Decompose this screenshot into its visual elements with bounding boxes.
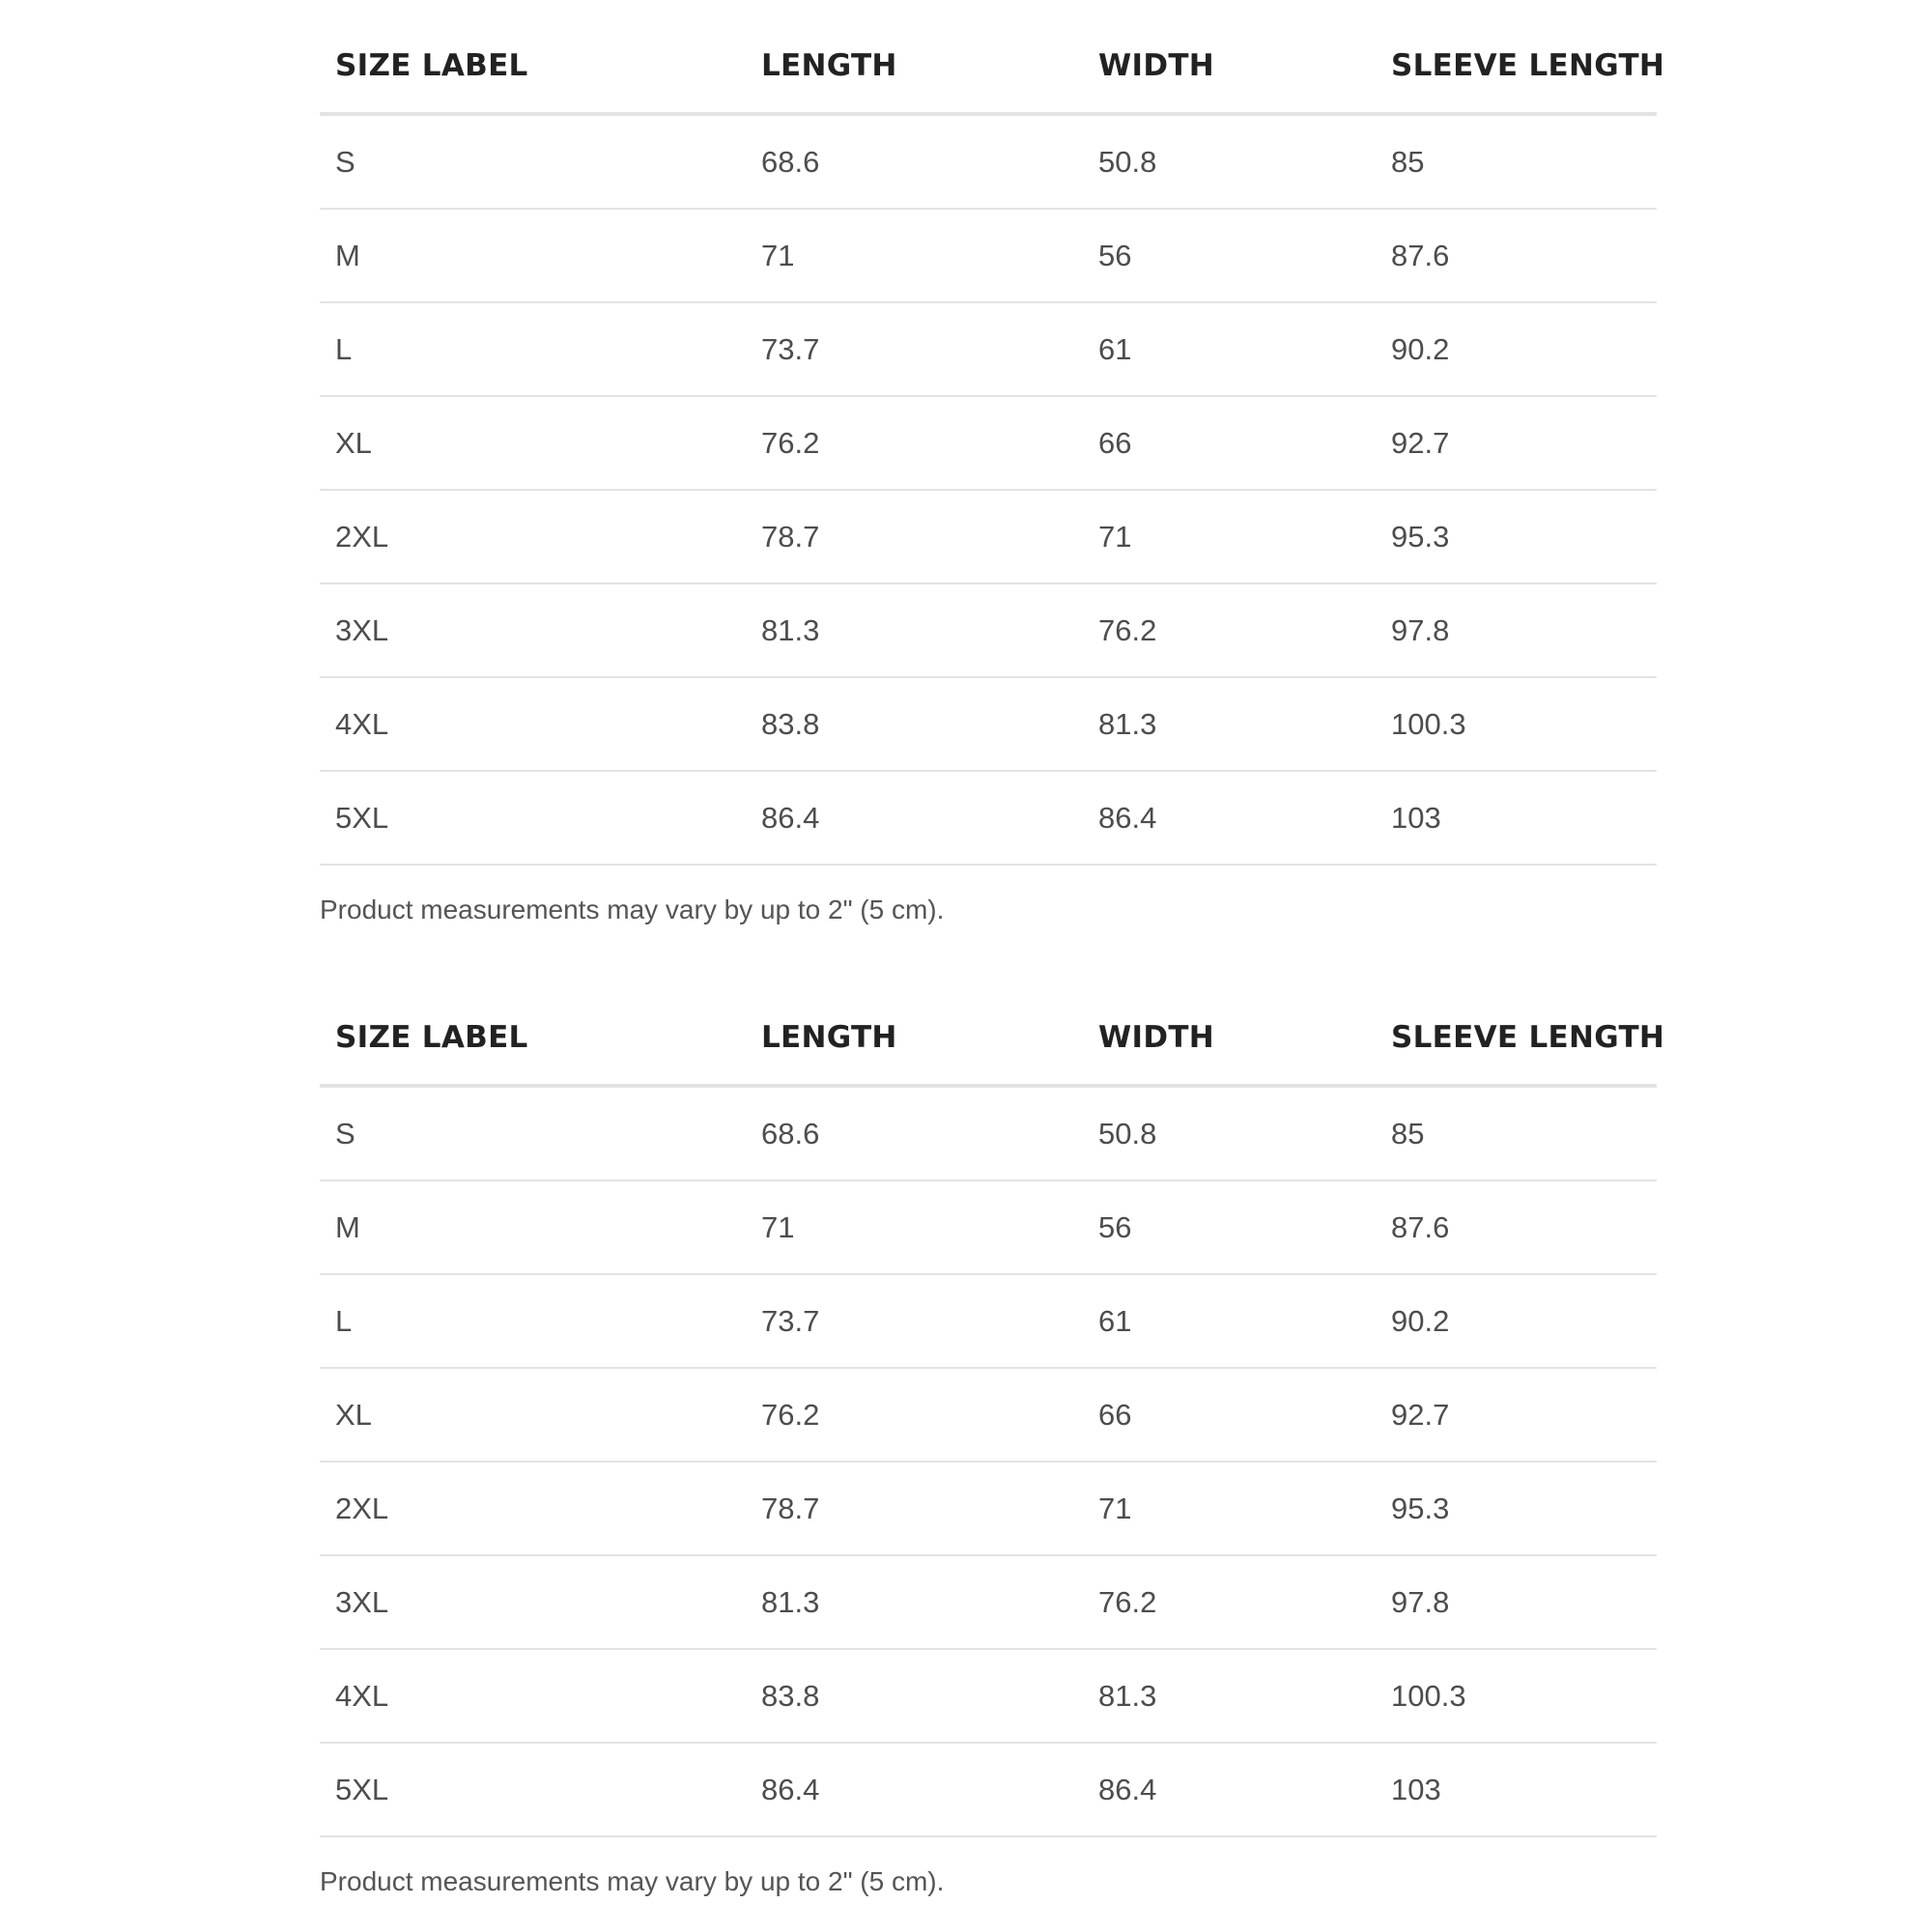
cell-width: 81.3 (1083, 1649, 1376, 1743)
cell-length: 78.7 (746, 1462, 1083, 1555)
measurement-note: Product measurements may vary by up to 2" (5 cm). (320, 1866, 945, 1896)
cell-width: 71 (1083, 1462, 1376, 1555)
cell-width: 86.4 (1083, 1743, 1376, 1836)
header-size-label: SIZE LABEL (320, 991, 746, 1086)
cell-length: 83.8 (746, 677, 1083, 771)
cell-width: 61 (1083, 302, 1376, 396)
table-row (320, 114, 1657, 209)
cell-sleeve-length: 95.3 (1376, 490, 1657, 583)
cell-sleeve-length: 90.2 (1376, 1274, 1657, 1368)
cell-size: 5XL (320, 771, 746, 865)
cell-width: 71 (1083, 490, 1376, 583)
cell-size: L (320, 302, 746, 396)
header-length: LENGTH (746, 19, 1083, 114)
cell-size: 3XL (320, 1555, 746, 1649)
cell-size: 2XL (320, 490, 746, 583)
cell-width: 81.3 (1083, 677, 1376, 771)
cell-length: 78.7 (746, 490, 1083, 583)
cell-size: 4XL (320, 677, 746, 771)
cell-sleeve-length: 85 (1376, 1086, 1657, 1180)
cell-length: 81.3 (746, 1555, 1083, 1649)
cell-size: M (320, 209, 746, 302)
cell-sleeve-length: 103 (1376, 771, 1657, 865)
table-header-row (320, 19, 1657, 114)
header-sleeve-length: SLEEVE LENGTH (1376, 19, 1657, 114)
cell-width: 66 (1083, 1368, 1376, 1462)
cell-sleeve-length: 87.6 (1376, 1180, 1657, 1274)
size-chart-1 (320, 19, 1665, 925)
table-row (320, 1462, 1657, 1555)
cell-sleeve-length: 87.6 (1376, 209, 1657, 302)
table-header-row (320, 991, 1657, 1086)
cell-size: 2XL (320, 1462, 746, 1555)
cell-sleeve-length: 90.2 (1376, 302, 1657, 396)
cell-length: 68.6 (746, 114, 1083, 209)
table-row (320, 1649, 1657, 1743)
table-row (320, 583, 1657, 677)
cell-width: 76.2 (1083, 583, 1376, 677)
header-length: LENGTH (746, 991, 1083, 1086)
cell-sleeve-length: 100.3 (1376, 1649, 1657, 1743)
cell-width: 86.4 (1083, 771, 1376, 865)
cell-sleeve-length: 103 (1376, 1743, 1657, 1836)
cell-width: 56 (1083, 1180, 1376, 1274)
cell-sleeve-length: 95.3 (1376, 1462, 1657, 1555)
cell-width: 56 (1083, 209, 1376, 302)
header-size-label: SIZE LABEL (320, 19, 746, 114)
cell-size: S (320, 114, 746, 209)
cell-length: 86.4 (746, 771, 1083, 865)
cell-sleeve-length: 97.8 (1376, 1555, 1657, 1649)
cell-size: L (320, 1274, 746, 1368)
cell-width: 50.8 (1083, 114, 1376, 209)
cell-size: XL (320, 396, 746, 490)
cell-sleeve-length: 85 (1376, 114, 1657, 209)
cell-sleeve-length: 97.8 (1376, 583, 1657, 677)
size-chart-2 (320, 991, 1665, 1897)
cell-length: 73.7 (746, 302, 1083, 396)
measurement-note: Product measurements may vary by up to 2" (5 cm). (320, 895, 945, 924)
cell-size: 4XL (320, 1649, 746, 1743)
header-sleeve-length: SLEEVE LENGTH (1376, 991, 1657, 1086)
table-row (320, 1086, 1657, 1180)
cell-width: 61 (1083, 1274, 1376, 1368)
table-row (320, 209, 1657, 302)
table-row (320, 771, 1657, 865)
cell-length: 81.3 (746, 583, 1083, 677)
cell-size: 5XL (320, 1743, 746, 1836)
table-row (320, 1368, 1657, 1462)
table-row (320, 677, 1657, 771)
cell-size: XL (320, 1368, 746, 1462)
cell-length: 73.7 (746, 1274, 1083, 1368)
table-row (320, 302, 1657, 396)
cell-sleeve-length: 100.3 (1376, 677, 1657, 771)
table-row (320, 396, 1657, 490)
header-width: WIDTH (1083, 991, 1376, 1086)
cell-width: 66 (1083, 396, 1376, 490)
cell-length: 83.8 (746, 1649, 1083, 1743)
size-table (320, 991, 1665, 1837)
table-row (320, 1555, 1657, 1649)
header-width: WIDTH (1083, 19, 1376, 114)
cell-sleeve-length: 92.7 (1376, 396, 1657, 490)
table-row (320, 1743, 1657, 1836)
cell-length: 86.4 (746, 1743, 1083, 1836)
table-row (320, 490, 1657, 583)
cell-length: 68.6 (746, 1086, 1083, 1180)
table-row (320, 1180, 1657, 1274)
cell-size: 3XL (320, 583, 746, 677)
cell-width: 50.8 (1083, 1086, 1376, 1180)
table-row (320, 1274, 1657, 1368)
size-table (320, 19, 1665, 866)
cell-size: M (320, 1180, 746, 1274)
cell-length: 76.2 (746, 1368, 1083, 1462)
cell-length: 71 (746, 1180, 1083, 1274)
cell-size: S (320, 1086, 746, 1180)
cell-length: 76.2 (746, 396, 1083, 490)
cell-sleeve-length: 92.7 (1376, 1368, 1657, 1462)
cell-length: 71 (746, 209, 1083, 302)
cell-width: 76.2 (1083, 1555, 1376, 1649)
